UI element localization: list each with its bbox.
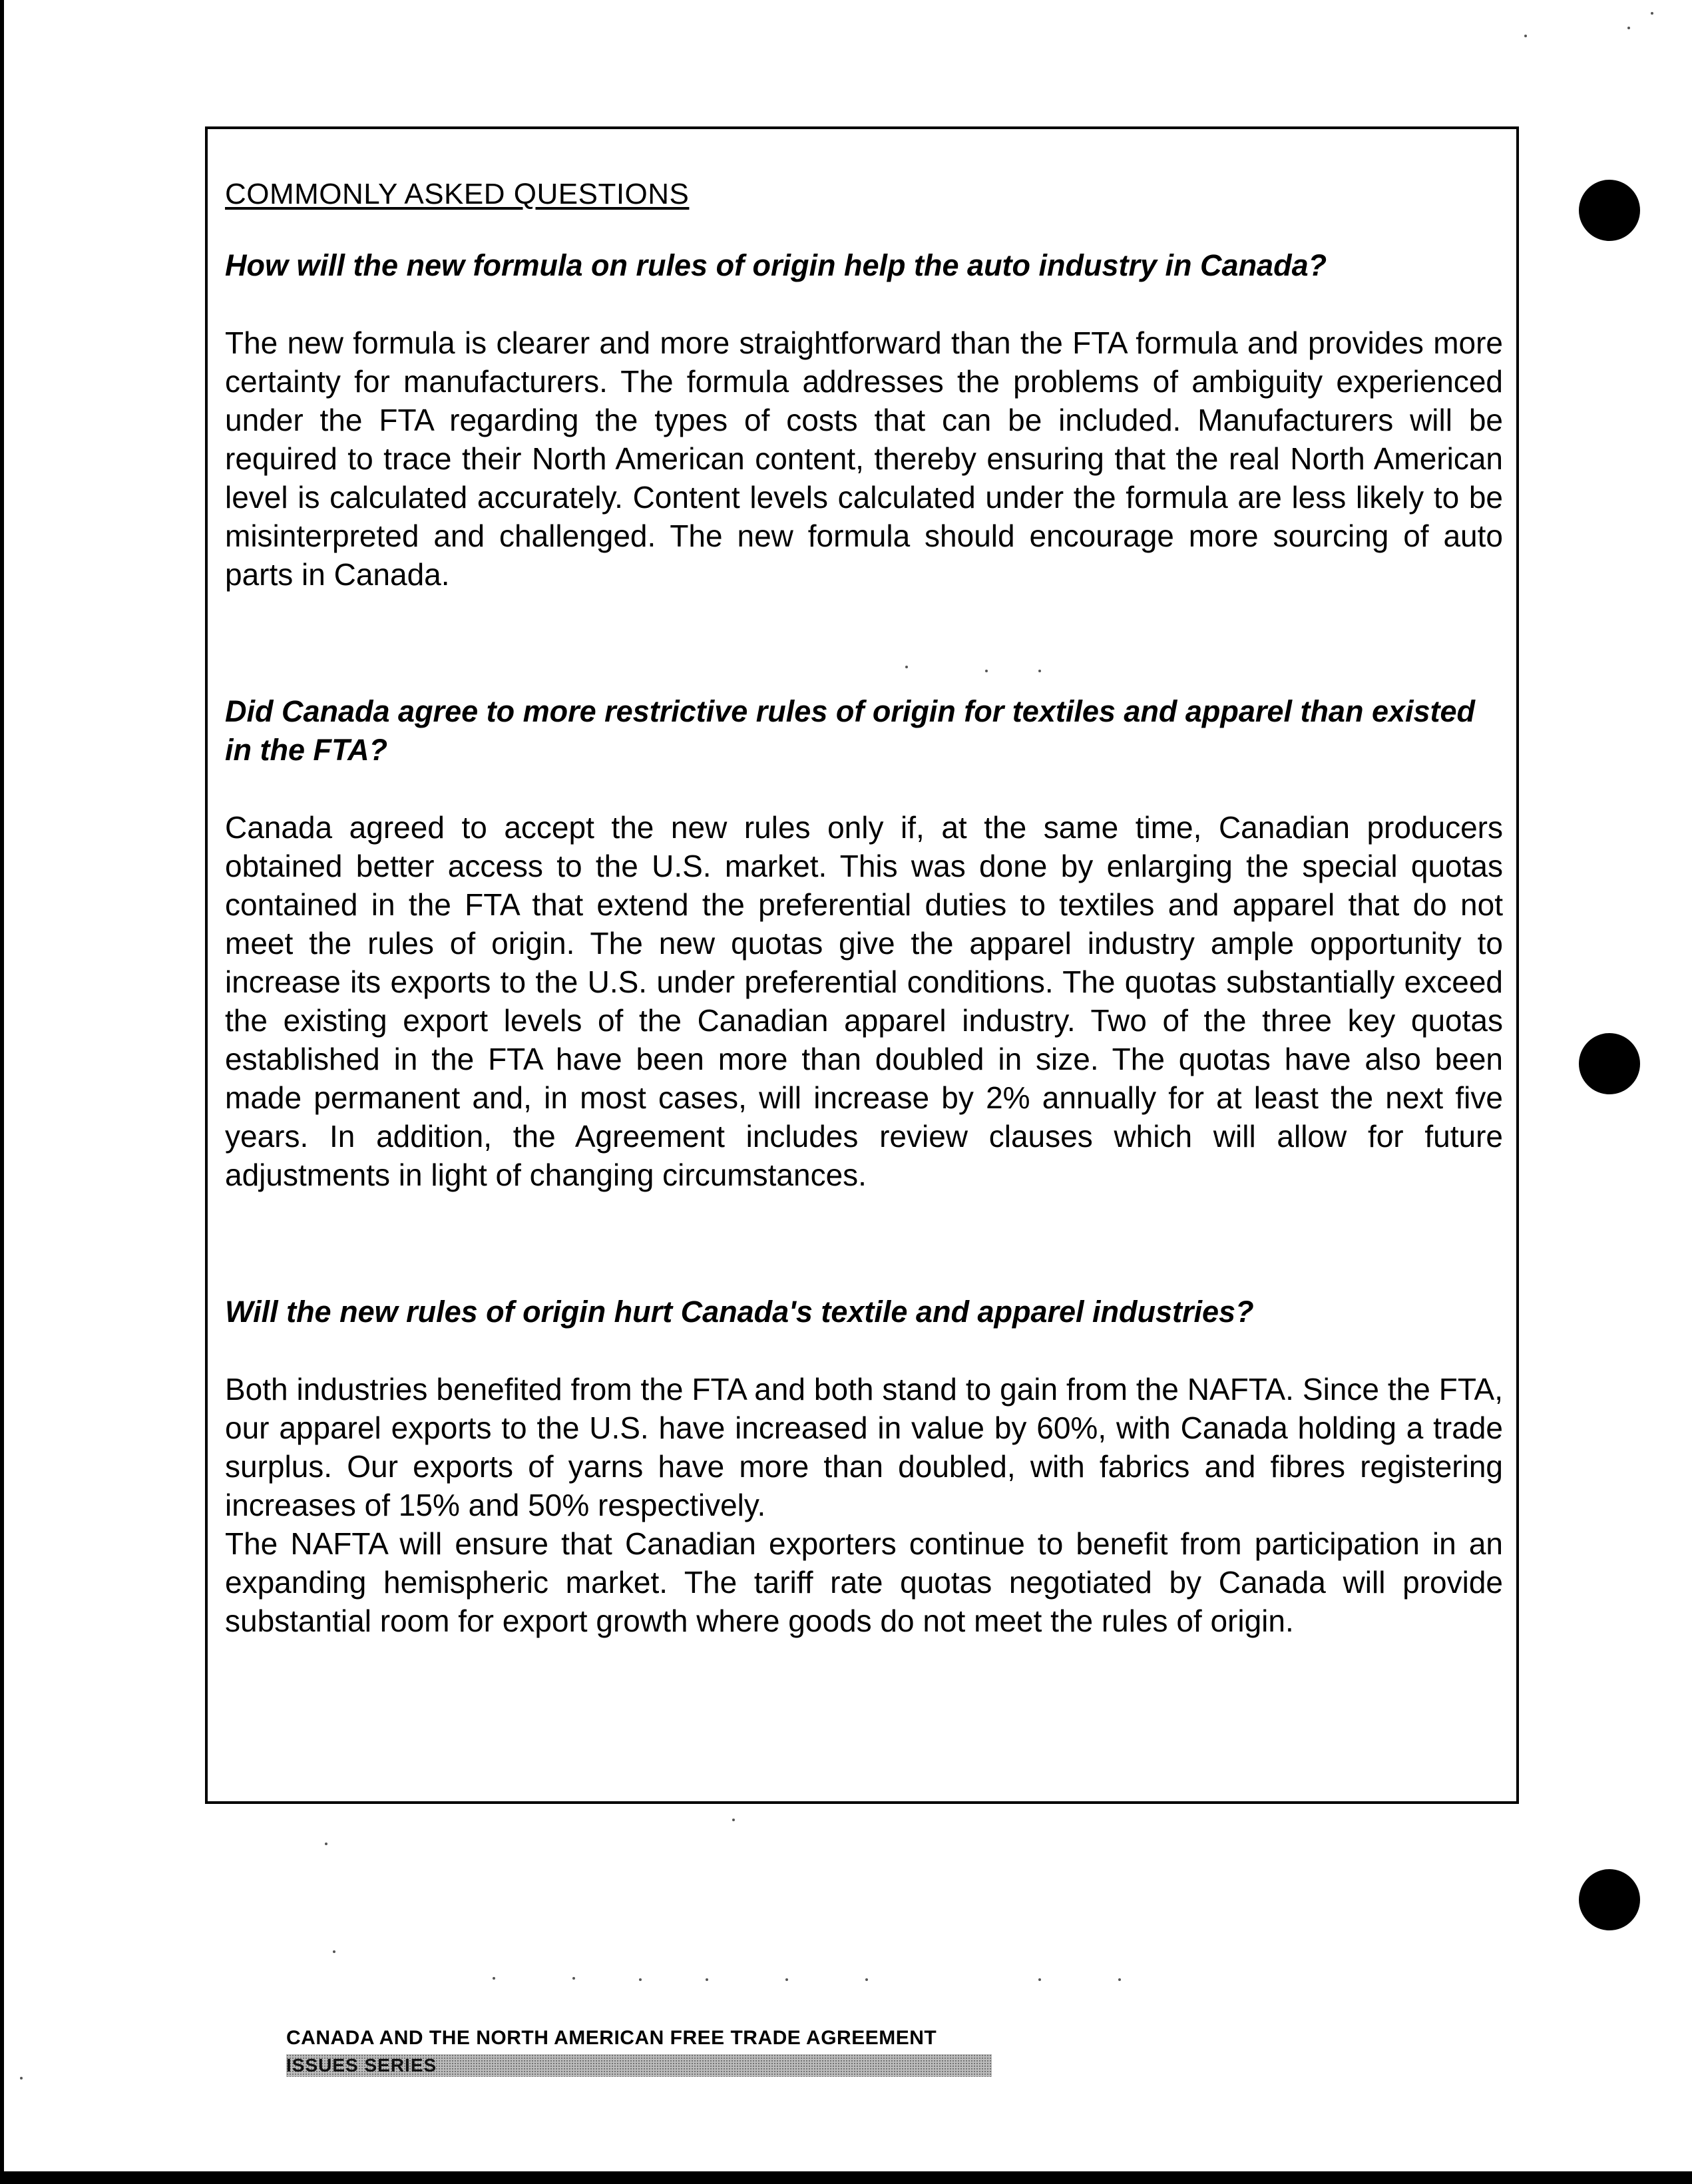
- scan-speck: [1038, 670, 1041, 672]
- page-heading: COMMONLY ASKED QUESTIONS: [225, 178, 690, 210]
- scan-speck: [20, 2077, 23, 2079]
- scan-speck: [1651, 12, 1653, 15]
- scan-speck: [493, 1977, 495, 1980]
- answer-1: The new formula is clearer and more straightforward than the FTA formula and provides more certainty for manufacturers. The formula addresses the problems of ambiguity experienced under the FTA regarding the types of costs that can be included. Manufacturers will be required to trace their North American content, thereby ensuring that the real North American level is calculated accurately. Content levels calculated under the formula are less likely to be misinterpreted and challenged. The new formula should encourage more sourcing of auto parts in Canada.: [225, 326, 1503, 592]
- question-2: Did Canada agree to more restrictive rules of origin for textiles and apparel than existed in the FTA?: [225, 694, 1476, 767]
- binder-hole-icon: [1579, 1869, 1640, 1930]
- answer-3: Both industries benefited from the FTA and both stand to gain from the NAFTA. Since the FTA, our apparel exports to the U.S. have increased in value by 60%, with Canada holding a trade surplus. Our exports of yarns have more than doubled, with fabrics and fibres registering increases of 15% and 50% respectively.: [225, 1372, 1503, 1522]
- scan-speck: [572, 1977, 575, 1980]
- faq-content: [225, 174, 1503, 1640]
- scan-left-edge: [0, 0, 4, 2184]
- question-1: How will the new formula on rules of origin help the auto industry in Canada?: [225, 248, 1327, 282]
- footer-title: CANADA AND THE NORTH AMERICAN FREE TRADE AGREEMENT: [286, 2027, 937, 2049]
- binder-hole-icon: [1579, 180, 1640, 241]
- scan-speck: [639, 1978, 642, 1981]
- scan-speck: [1038, 1978, 1041, 1981]
- scan-speck: [333, 1950, 335, 1953]
- question-3: Will the new rules of origin hurt Canada's textile and apparel industries?: [225, 1295, 1254, 1329]
- scan-speck: [706, 1978, 708, 1981]
- answer-2: Canada agreed to accept the new rules only if, at the same time, Canadian producers obtained better access to the U.S. market. This was done by enlarging the special quotas contained in the FTA that extend the preferential duties to textiles and apparel that do not meet the rules of origin. The new quotas give the apparel industry ample opportunity to increase its exports to the U.S. under preferential conditions. The quotas substantially exceed the existing export levels of the Canadian apparel industry. Two of the three key quotas established in the FTA have been more than doubled in size. The quotas have also been made permanent and, in most cases, will increase by 2% annually for at least the next five years. In addition, the Agreement includes review clauses which will allow for future adjustments in light of changing circumstances.: [225, 810, 1503, 1192]
- section-gap: [225, 594, 1503, 692]
- scan-speck: [325, 1843, 327, 1845]
- scan-speck: [1118, 1978, 1121, 1981]
- scan-speck: [865, 1978, 868, 1981]
- answer-3-continued: The NAFTA will ensure that Canadian exporters continue to benefit from participation in an expanding hemispheric market. The tariff rate quotas negotiated by Canada will provide substantial room for export growth where goods do not meet the rules of origin.: [225, 1526, 1503, 1638]
- footer-series-label: ISSUES SERIES: [286, 2055, 437, 2075]
- scan-speck: [1627, 27, 1630, 29]
- scan-speck: [1524, 35, 1527, 37]
- binder-hole-icon: [1579, 1033, 1640, 1094]
- scan-speck: [905, 666, 908, 668]
- scan-speck: [985, 670, 988, 672]
- scan-speck: [732, 1819, 735, 1821]
- section-gap: [225, 1194, 1503, 1293]
- footer: [286, 2025, 992, 2077]
- scan-speck: [785, 1978, 788, 1981]
- scan-bottom-edge: [0, 2171, 1692, 2184]
- footer-series-bar: [286, 2054, 992, 2077]
